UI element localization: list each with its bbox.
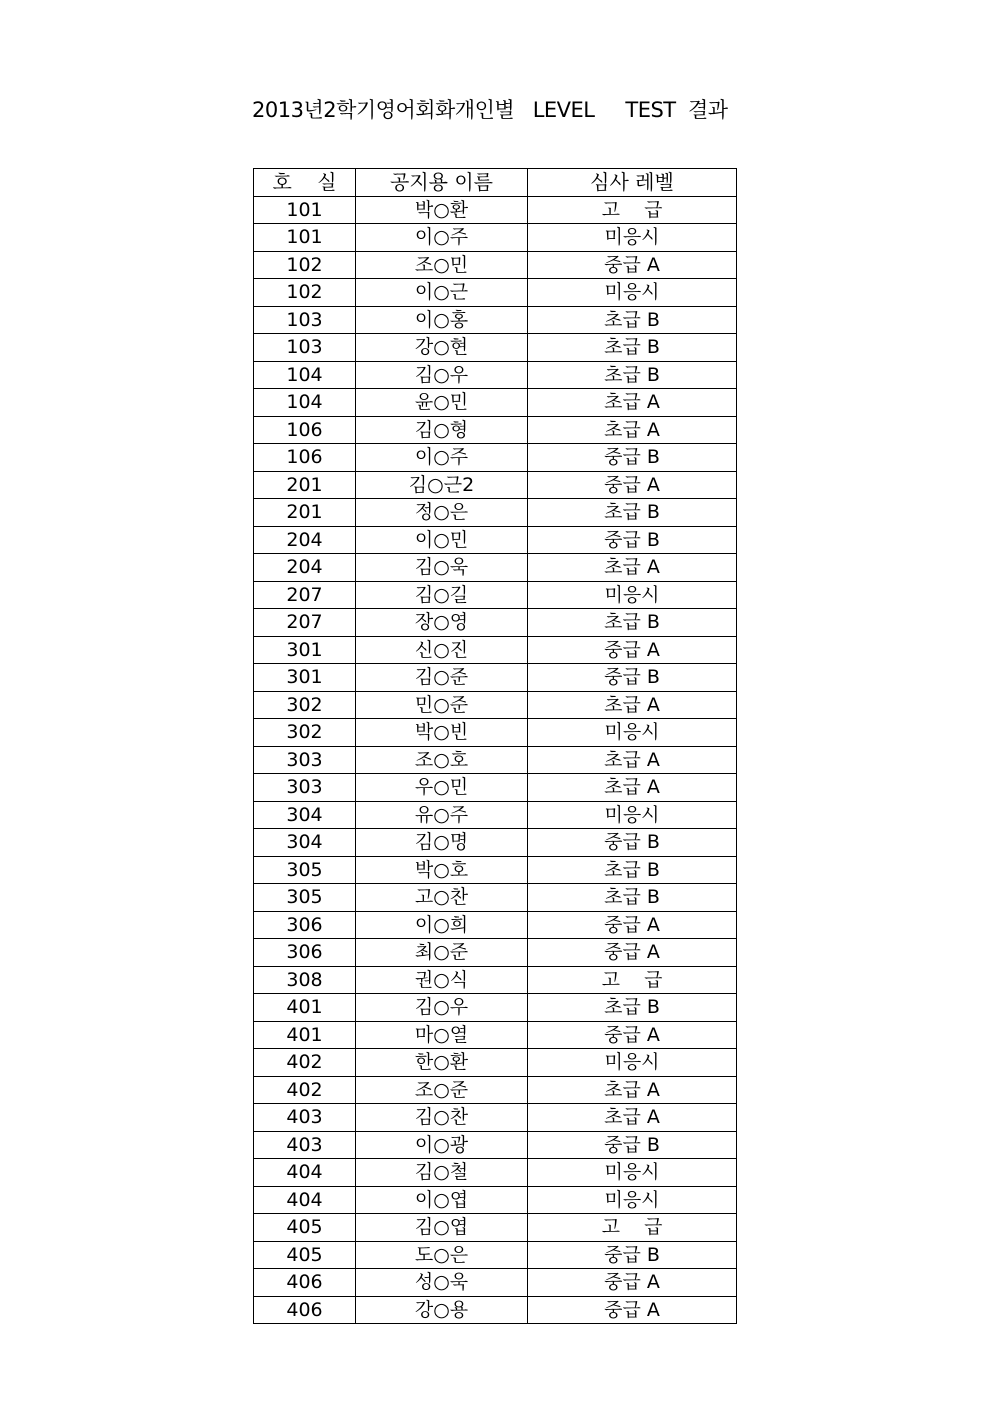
cell-room: 103 [254, 334, 356, 362]
cell-level: 초급 A [528, 746, 737, 774]
table-row [254, 801, 737, 829]
cell-name: 이○희 [356, 911, 528, 939]
cell-name: 이○주 [356, 224, 528, 252]
cell-room: 104 [254, 389, 356, 417]
table-row [254, 499, 737, 527]
table-row [254, 994, 737, 1022]
cell-name: 한○환 [356, 1049, 528, 1077]
cell-name: 이○광 [356, 1131, 528, 1159]
cell-level: 중급 B [528, 1241, 737, 1269]
cell-room: 304 [254, 801, 356, 829]
cell-level: 중급 A [528, 939, 737, 967]
cell-level: 초급 B [528, 884, 737, 912]
cell-room: 102 [254, 279, 356, 307]
cell-level: 중급 A [528, 1296, 737, 1324]
cell-name: 이○홍 [356, 306, 528, 334]
cell-name: 박○호 [356, 856, 528, 884]
table-row [254, 334, 737, 362]
cell-level: 중급 B [528, 526, 737, 554]
cell-room: 301 [254, 664, 356, 692]
table-row [254, 774, 737, 802]
cell-level: 초급 A [528, 416, 737, 444]
cell-name: 성○욱 [356, 1269, 528, 1297]
cell-name: 권○식 [356, 966, 528, 994]
table-row [254, 609, 737, 637]
cell-room: 207 [254, 609, 356, 637]
cell-name: 김○길 [356, 581, 528, 609]
cell-name: 장○영 [356, 609, 528, 637]
cell-room: 404 [254, 1159, 356, 1187]
cell-name: 정○은 [356, 499, 528, 527]
cell-room: 204 [254, 554, 356, 582]
cell-name: 강○용 [356, 1296, 528, 1324]
cell-name: 김○엽 [356, 1214, 528, 1242]
cell-room: 405 [254, 1241, 356, 1269]
cell-name: 김○찬 [356, 1104, 528, 1132]
cell-level: 초급 A [528, 1104, 737, 1132]
cell-room: 101 [254, 196, 356, 224]
cell-name: 최○준 [356, 939, 528, 967]
cell-room: 403 [254, 1104, 356, 1132]
cell-level: 미응시 [528, 279, 737, 307]
cell-room: 306 [254, 911, 356, 939]
table-row [254, 636, 737, 664]
cell-level: 중급 B [528, 444, 737, 472]
table-row [254, 554, 737, 582]
table-row [254, 911, 737, 939]
table-row [254, 471, 737, 499]
table-row [254, 1131, 737, 1159]
table-row [254, 196, 737, 224]
cell-name: 김○근2 [356, 471, 528, 499]
table-row [254, 884, 737, 912]
table-row [254, 306, 737, 334]
cell-name: 민○준 [356, 691, 528, 719]
cell-level: 초급 B [528, 361, 737, 389]
cell-level: 초급 B [528, 334, 737, 362]
cell-room: 401 [254, 1021, 356, 1049]
table-row [254, 526, 737, 554]
table-row [254, 719, 737, 747]
cell-room: 303 [254, 746, 356, 774]
cell-name: 이○근 [356, 279, 528, 307]
table-row [254, 1104, 737, 1132]
cell-room: 106 [254, 444, 356, 472]
table-row [254, 856, 737, 884]
table-row [254, 224, 737, 252]
cell-room: 104 [254, 361, 356, 389]
cell-room: 101 [254, 224, 356, 252]
cell-room: 406 [254, 1269, 356, 1297]
cell-name: 조○민 [356, 251, 528, 279]
cell-room: 406 [254, 1296, 356, 1324]
cell-room: 405 [254, 1214, 356, 1242]
cell-level: 미응시 [528, 1049, 737, 1077]
cell-name: 마○열 [356, 1021, 528, 1049]
table-row [254, 361, 737, 389]
cell-name: 김○욱 [356, 554, 528, 582]
results-table [253, 168, 737, 1324]
table-row [254, 444, 737, 472]
cell-level: 초급 B [528, 994, 737, 1022]
table-row [254, 1159, 737, 1187]
table-row [254, 1214, 737, 1242]
cell-room: 201 [254, 471, 356, 499]
cell-name: 김○형 [356, 416, 528, 444]
cell-level: 중급 B [528, 1131, 737, 1159]
cell-name: 강○현 [356, 334, 528, 362]
table-row [254, 1241, 737, 1269]
table-row [254, 691, 737, 719]
cell-room: 304 [254, 829, 356, 857]
cell-name: 우○민 [356, 774, 528, 802]
cell-level: 중급 A [528, 1269, 737, 1297]
cell-room: 302 [254, 691, 356, 719]
table-row [254, 581, 737, 609]
cell-name: 김○우 [356, 361, 528, 389]
table-row [254, 1296, 737, 1324]
cell-room: 204 [254, 526, 356, 554]
cell-name: 김○우 [356, 994, 528, 1022]
cell-name: 이○엽 [356, 1186, 528, 1214]
cell-level: 미응시 [528, 801, 737, 829]
cell-level: 중급 B [528, 829, 737, 857]
header-room: 호 실 [254, 169, 356, 197]
cell-level: 초급 B [528, 609, 737, 637]
cell-room: 403 [254, 1131, 356, 1159]
table-row [254, 1049, 737, 1077]
cell-room: 305 [254, 884, 356, 912]
table-row [254, 966, 737, 994]
cell-name: 유○주 [356, 801, 528, 829]
cell-name: 도○은 [356, 1241, 528, 1269]
cell-level: 미응시 [528, 581, 737, 609]
cell-level: 중급 A [528, 471, 737, 499]
cell-name: 박○환 [356, 196, 528, 224]
cell-room: 306 [254, 939, 356, 967]
cell-level: 미응시 [528, 1186, 737, 1214]
cell-level: 미응시 [528, 224, 737, 252]
cell-level: 초급 B [528, 499, 737, 527]
cell-name: 신○진 [356, 636, 528, 664]
cell-room: 305 [254, 856, 356, 884]
cell-name: 고○찬 [356, 884, 528, 912]
cell-level: 고 급 [528, 196, 737, 224]
cell-room: 402 [254, 1049, 356, 1077]
table-row [254, 664, 737, 692]
cell-room: 103 [254, 306, 356, 334]
cell-name: 조○호 [356, 746, 528, 774]
table-row [254, 746, 737, 774]
cell-level: 중급 A [528, 251, 737, 279]
table-row [254, 829, 737, 857]
cell-name: 이○주 [356, 444, 528, 472]
cell-level: 초급 A [528, 389, 737, 417]
cell-room: 102 [254, 251, 356, 279]
table-row [254, 939, 737, 967]
cell-name: 이○민 [356, 526, 528, 554]
cell-level: 중급 A [528, 636, 737, 664]
cell-level: 중급 B [528, 664, 737, 692]
cell-name: 조○준 [356, 1076, 528, 1104]
cell-room: 106 [254, 416, 356, 444]
cell-room: 308 [254, 966, 356, 994]
cell-name: 박○빈 [356, 719, 528, 747]
cell-level: 초급 A [528, 1076, 737, 1104]
header-level: 심사 레벨 [528, 169, 737, 197]
table-header-row [254, 169, 737, 197]
cell-level: 초급 A [528, 554, 737, 582]
cell-level: 초급 B [528, 856, 737, 884]
cell-name: 김○철 [356, 1159, 528, 1187]
cell-level: 고 급 [528, 1214, 737, 1242]
table-row [254, 279, 737, 307]
cell-level: 초급 A [528, 774, 737, 802]
table-row [254, 389, 737, 417]
header-name: 공지용 이름 [356, 169, 528, 197]
cell-room: 302 [254, 719, 356, 747]
cell-level: 미응시 [528, 1159, 737, 1187]
cell-level: 초급 B [528, 306, 737, 334]
cell-room: 303 [254, 774, 356, 802]
table-row [254, 1076, 737, 1104]
cell-room: 402 [254, 1076, 356, 1104]
table-row [254, 1186, 737, 1214]
cell-name: 김○명 [356, 829, 528, 857]
cell-room: 301 [254, 636, 356, 664]
cell-room: 201 [254, 499, 356, 527]
cell-room: 207 [254, 581, 356, 609]
table-row [254, 416, 737, 444]
cell-level: 고 급 [528, 966, 737, 994]
results-body [254, 196, 737, 1324]
cell-level: 미응시 [528, 719, 737, 747]
cell-name: 윤○민 [356, 389, 528, 417]
cell-name: 김○준 [356, 664, 528, 692]
cell-level: 초급 A [528, 691, 737, 719]
document-title: 2013년2학기영어회화개인별 LEVEL TEST 결과 [252, 98, 728, 122]
cell-level: 중급 A [528, 1021, 737, 1049]
cell-room: 401 [254, 994, 356, 1022]
cell-room: 404 [254, 1186, 356, 1214]
table-row [254, 1269, 737, 1297]
table-row [254, 1021, 737, 1049]
table-row [254, 251, 737, 279]
cell-level: 중급 A [528, 911, 737, 939]
